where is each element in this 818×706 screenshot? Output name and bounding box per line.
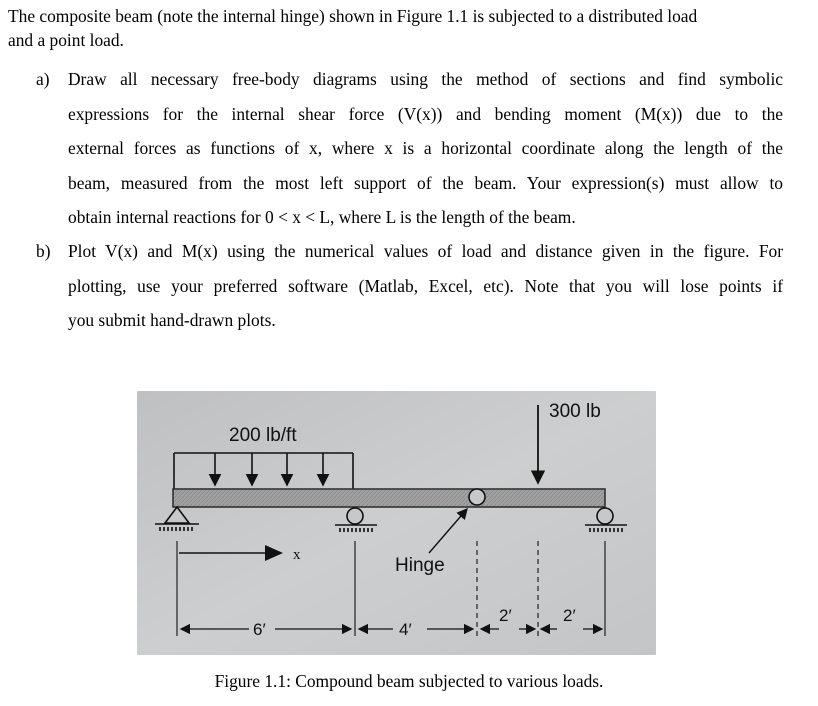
question-a-line: expressions for the internal shear force (V(x)) and bending moment (M(x)) due to the [68, 103, 783, 124]
beam-figure [137, 391, 656, 655]
question-b-line: you submit hand-drawn plots. [68, 310, 276, 330]
intro-line-1: The composite beam (note the internal hinge) shown in Figure 1.1 is subjected to a distributed load [8, 6, 698, 26]
hinge-label: Hinge [395, 555, 445, 576]
problem-intro [8, 4, 798, 52]
x-label: x [293, 547, 301, 563]
beam [173, 489, 605, 507]
question-a-line: obtain internal reactions for 0 < x < L, where L is the length of the beam. [68, 207, 576, 227]
intro-line-2: and a point load. [8, 30, 124, 50]
question-a-line: Draw all necessary free-body diagrams using the method of sections and find symbolic [68, 69, 783, 89]
question-b-label: b) [36, 241, 51, 261]
question-a-line: external forces as functions of x, where x is a horizontal coordinate along the length of the [68, 138, 783, 158]
question-b-text [68, 234, 783, 338]
photo-background [137, 391, 656, 655]
figure-caption: Figure 1.1: Compound beam subjected to various loads. [214, 671, 604, 691]
question-b-line: plotting, use your preferred software (Matlab, Excel, etc). Note that you will lose points if [68, 275, 783, 296]
hinge [469, 489, 485, 505]
dim-label-6ft: 6′ [253, 620, 266, 639]
question-a-text [68, 62, 783, 235]
dim-label-2ft-a: 2′ [499, 606, 512, 625]
question-a-line: beam, measured from the most left support of the beam. Your expression(s) must allow to [68, 172, 783, 193]
beam-diagram [137, 391, 656, 655]
dim-label-2ft-b: 2′ [563, 606, 576, 625]
dim-label-4ft: 4′ [399, 620, 412, 639]
question-a-label: a) [36, 69, 50, 89]
distributed-load-label: 200 lb/ft [229, 425, 297, 446]
point-load-label: 300 lb [549, 401, 601, 422]
question-b-line: Plot V(x) and M(x) using the numerical values of load and distance given in the figure. For [68, 241, 783, 261]
